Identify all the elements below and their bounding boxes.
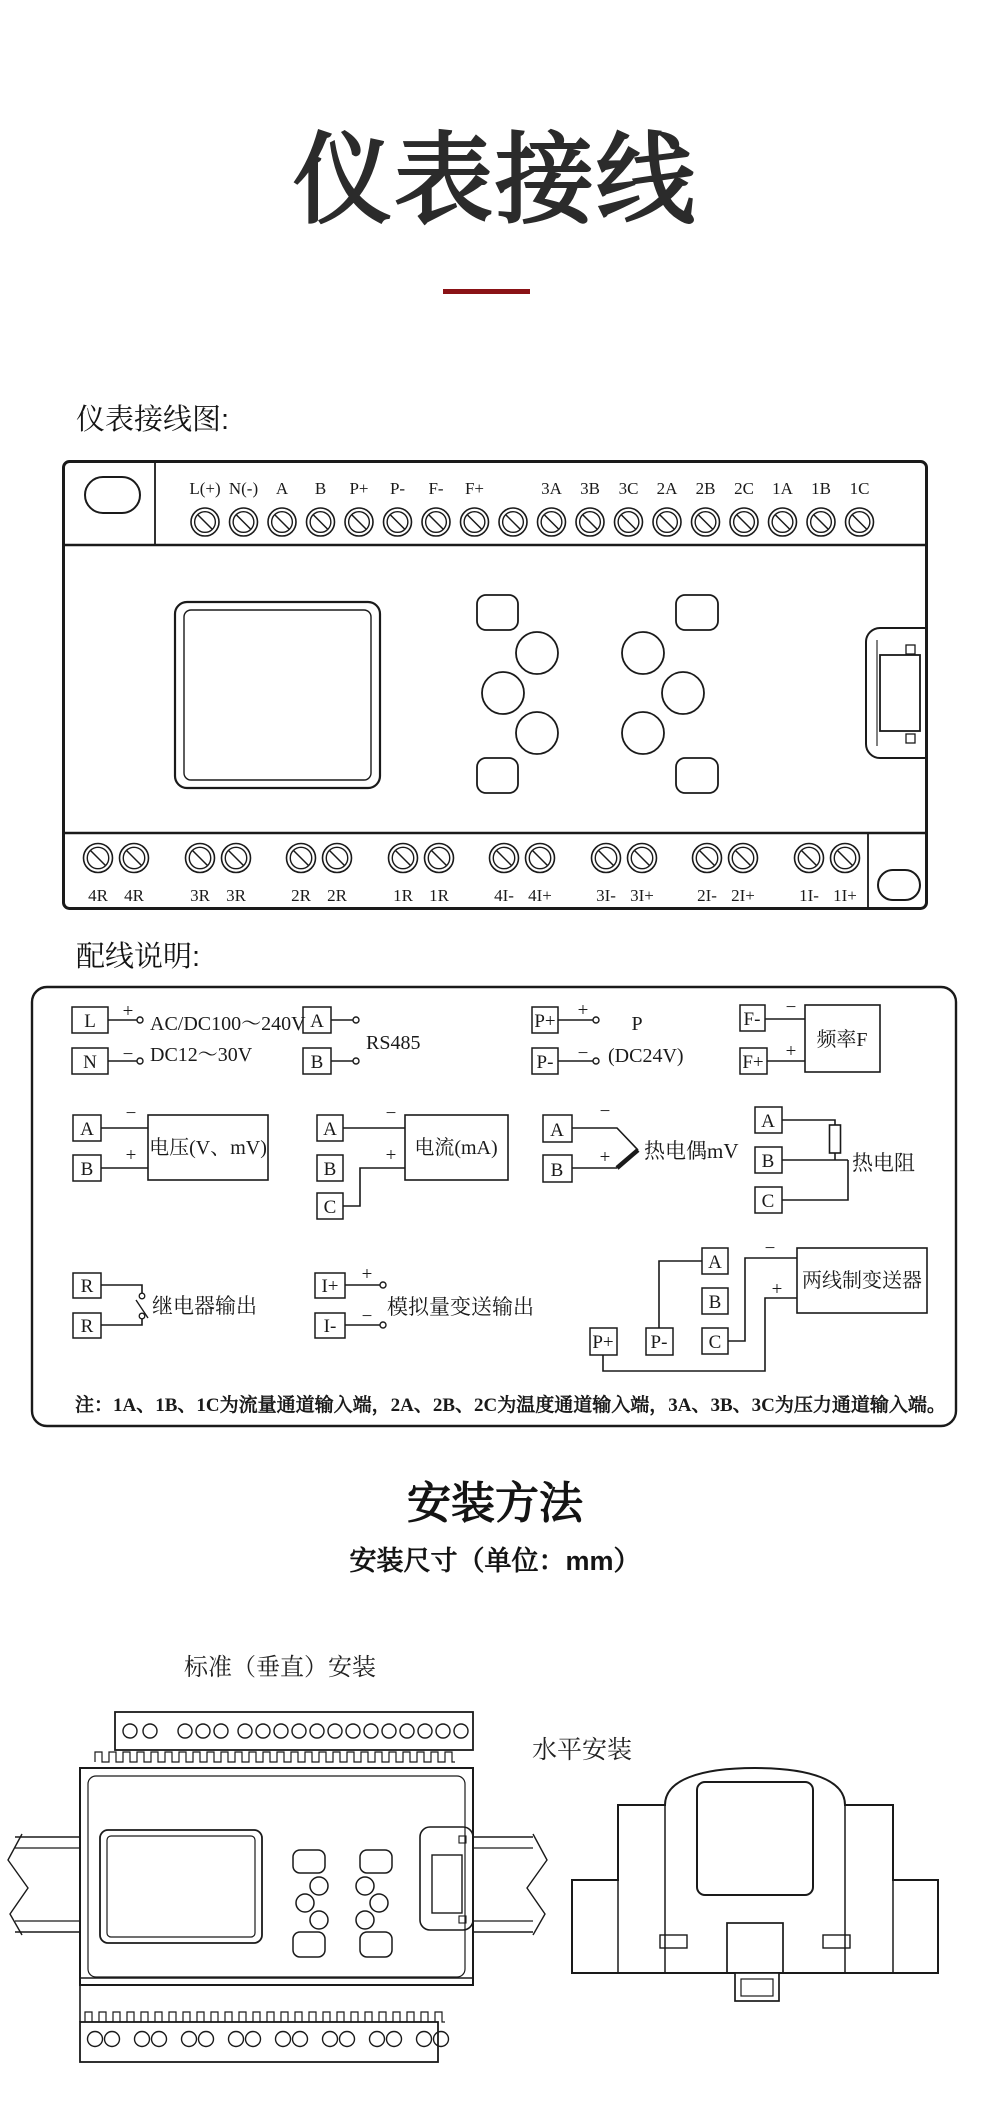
wiring-power <box>72 1001 306 1074</box>
function-label: P <box>631 1013 643 1035</box>
screw-terminal-icon <box>186 844 215 873</box>
terminal-label: 1C <box>849 479 870 498</box>
terminal-label: 1I- <box>799 886 819 905</box>
wiring-frequency <box>740 997 880 1074</box>
terminal-label: 1B <box>811 479 831 498</box>
terminal-label: I- <box>323 1316 337 1337</box>
screw-terminal-icon <box>526 844 555 873</box>
terminal-label: P+ <box>349 479 369 498</box>
terminal-label: 2R <box>327 886 347 905</box>
screw-terminal-icon <box>222 844 251 873</box>
terminal-label: A <box>323 1119 337 1140</box>
terminal-label: 3I- <box>596 886 616 905</box>
terminal-label: N <box>83 1052 97 1073</box>
wiring-notes-panel <box>30 985 958 1428</box>
polarity-mark: − <box>361 1306 373 1327</box>
function-label: 热电偶mV <box>644 1139 739 1163</box>
sensor-label: 电流(mA) <box>414 1137 498 1159</box>
terminal-label: 4I+ <box>528 886 552 905</box>
polarity-mark: − <box>385 1103 397 1124</box>
screw-terminal-icon <box>692 508 720 536</box>
terminal-label: 3B <box>580 479 600 498</box>
wire-end <box>380 1322 386 1328</box>
rail-break-icon <box>8 1834 28 1935</box>
screw-terminal-icon <box>576 508 604 536</box>
terminal-label: A <box>310 1011 324 1032</box>
polarity-mark: + <box>125 1145 137 1166</box>
screw-terminal-icon <box>538 508 566 536</box>
terminal-label: A <box>761 1111 775 1132</box>
terminal-label: 3A <box>541 479 562 498</box>
wiring-voltage <box>73 1103 268 1181</box>
install-heading: 安装方法 <box>407 1479 583 1528</box>
terminal-label: C <box>708 1332 722 1353</box>
terminal-label: 1I+ <box>833 886 857 905</box>
terminal-label: P- <box>536 1052 554 1073</box>
terminal-label: B <box>323 1159 337 1180</box>
wire-end <box>353 1058 359 1064</box>
terminal-label: 3R <box>226 886 246 905</box>
wire <box>343 1168 405 1206</box>
screw-terminal-icon <box>384 508 412 536</box>
wiring-relay <box>73 1273 257 1338</box>
wire <box>101 1319 142 1325</box>
install-subheading: 安装尺寸（单位：mm） <box>349 1546 641 1576</box>
power-spec: DC12～30V <box>150 1044 253 1066</box>
wire <box>782 1160 848 1200</box>
title-divider <box>443 289 530 294</box>
polarity-mark: + <box>385 1145 397 1166</box>
page-title: 仪表接线 <box>293 124 697 235</box>
contact-point <box>139 1313 145 1319</box>
wiring-rs485 <box>303 1007 420 1074</box>
polarity-mark: − <box>764 1238 776 1259</box>
terminal-label: L(+) <box>189 479 221 498</box>
screw-terminal-icon <box>268 508 296 536</box>
terminal-label: N(-) <box>228 479 259 498</box>
screw-terminal-icon <box>425 844 454 873</box>
function-label: (DC24V) <box>608 1045 684 1067</box>
wire-end <box>380 1282 386 1288</box>
wiring-thermocouple <box>543 1101 739 1182</box>
screw-terminal-icon <box>490 844 519 873</box>
terminal-label: 2B <box>695 479 716 498</box>
terminal-label: A <box>275 479 289 498</box>
polarity-mark: + <box>599 1147 611 1168</box>
screw-terminal-icon <box>230 508 258 536</box>
screw-terminal-icon <box>831 844 860 873</box>
wire-end <box>593 1017 599 1023</box>
screw-terminal-icon <box>287 844 316 873</box>
polarity-mark: − <box>122 1044 134 1065</box>
screw-terminal-icon <box>693 844 722 873</box>
function-label: 继电器输出 <box>152 1294 257 1318</box>
terminal-label: C <box>761 1191 775 1212</box>
wire-end <box>353 1017 359 1023</box>
terminal-label: P- <box>650 1332 668 1353</box>
contact-point <box>139 1293 145 1299</box>
terminal-label: 1A <box>772 479 793 498</box>
power-spec: AC/DC100～240V <box>150 1013 306 1035</box>
terminal-label: P- <box>389 479 406 498</box>
screw-terminal-icon <box>729 844 758 873</box>
terminal-label: 4R <box>88 886 108 905</box>
terminal-label: 1R <box>429 886 449 905</box>
wire-end <box>593 1058 599 1064</box>
function-label: RS485 <box>366 1032 421 1054</box>
terminal-label: A <box>80 1119 94 1140</box>
vent-serration <box>85 2012 445 2022</box>
horizontal-install-label: 水平安装 <box>531 1736 633 1764</box>
sensor-label: 电压(V、mV) <box>149 1137 267 1159</box>
terminal-label: F+ <box>464 479 485 498</box>
terminal-label: F- <box>428 479 444 498</box>
terminal-label: 3I+ <box>630 886 654 905</box>
terminal-label: L <box>84 1011 96 1032</box>
polarity-mark: + <box>771 1279 783 1300</box>
polarity-mark: − <box>577 1043 589 1064</box>
instrument-terminal-diagram <box>62 460 928 910</box>
polarity-mark: + <box>577 1000 589 1021</box>
terminal-label: R <box>80 1276 94 1297</box>
horizontal-install-drawing <box>572 1768 938 2001</box>
screw-terminal-icon <box>628 844 657 873</box>
terminal-label: 1R <box>393 886 413 905</box>
wiring-diagram-section-label: 仪表接线图: <box>76 404 230 436</box>
screw-terminal-icon <box>323 844 352 873</box>
terminal-label: B <box>708 1292 722 1313</box>
screw-terminal-icon <box>592 844 621 873</box>
thermocouple-junction-icon <box>617 1150 638 1168</box>
terminal-label: 2A <box>656 479 678 498</box>
screw-terminal-icon <box>730 508 758 536</box>
terminal-label: C <box>323 1197 337 1218</box>
polarity-mark: − <box>125 1103 137 1124</box>
vertical-install-drawing <box>8 1712 547 2062</box>
wiring-current <box>317 1103 508 1219</box>
terminal-label: 3R <box>190 886 210 905</box>
screw-terminal-icon <box>795 844 824 873</box>
screw-terminal-icon <box>422 508 450 536</box>
screw-terminal-icon <box>307 508 335 536</box>
wire <box>603 1298 797 1371</box>
screw-terminal-icon <box>345 508 373 536</box>
terminal-label: 3C <box>618 479 639 498</box>
polarity-mark: + <box>122 1001 134 1022</box>
function-label: 模拟量变送输出 <box>387 1295 534 1319</box>
vertical-install-label: 标准（垂直）安装 <box>184 1654 376 1681</box>
device-body <box>80 1768 473 1985</box>
screw-terminal-icon <box>615 508 643 536</box>
polarity-mark: − <box>785 997 797 1018</box>
terminal-label: F+ <box>742 1052 764 1073</box>
mounting-slot-icon <box>878 870 920 900</box>
top-terminal-block <box>115 1712 473 1750</box>
wiring-analog-out <box>315 1264 534 1338</box>
wiring-transmitter <box>590 1238 927 1371</box>
wire-end <box>137 1017 143 1023</box>
wire <box>728 1258 797 1341</box>
terminal-label: B <box>550 1160 564 1181</box>
screw-terminal-icon <box>807 508 835 536</box>
polarity-mark: − <box>599 1101 611 1122</box>
terminal-label: B <box>310 1052 324 1073</box>
wire-end <box>137 1058 143 1064</box>
terminal-label: B <box>80 1159 94 1180</box>
screw-terminal-icon <box>389 844 418 873</box>
terminal-label: P+ <box>534 1011 556 1032</box>
device-profile <box>572 1768 938 1973</box>
terminal-label: 4I- <box>494 886 514 905</box>
sensor-label: 频率F <box>816 1029 868 1051</box>
terminal-label: B <box>314 479 327 498</box>
terminal-label: I+ <box>321 1276 339 1297</box>
terminal-label: 2R <box>291 886 311 905</box>
terminal-label: F- <box>743 1009 761 1030</box>
terminal-label: A <box>708 1252 722 1273</box>
wire <box>101 1285 142 1293</box>
mounting-slot-icon <box>85 477 140 513</box>
wire <box>782 1120 835 1125</box>
wiring-aux-power <box>532 1000 684 1074</box>
screw-terminal-icon <box>191 508 219 536</box>
terminal-label: A <box>550 1120 564 1141</box>
terminal-label: R <box>80 1316 94 1337</box>
terminal-label: P+ <box>592 1332 614 1353</box>
screw-terminal-icon <box>653 508 681 536</box>
function-label: 热电阻 <box>852 1151 915 1175</box>
screw-terminal-icon <box>846 508 874 536</box>
screw-terminal-icon <box>769 508 797 536</box>
screw-terminal-icon <box>461 508 489 536</box>
terminal-label: 2I+ <box>731 886 755 905</box>
wiring-rtd <box>755 1107 915 1213</box>
rail-break-icon <box>527 1834 547 1935</box>
terminal-label: 2I- <box>697 886 717 905</box>
polarity-mark: + <box>785 1041 797 1062</box>
terminal-label: 2C <box>734 479 754 498</box>
resistor-icon <box>830 1125 841 1153</box>
sensor-label: 两线制变送器 <box>802 1270 922 1292</box>
screw-terminal-icon <box>499 508 527 536</box>
wire <box>659 1261 702 1328</box>
terminal-label: 4R <box>124 886 144 905</box>
wiring-notes-section-label: 配线说明: <box>76 941 201 973</box>
vent-serration <box>95 1752 455 1762</box>
terminal-label: B <box>761 1151 775 1172</box>
polarity-mark: + <box>361 1264 373 1285</box>
channel-note: 注：1A、1B、1C为流量通道输入端，2A、2B、2C为温度通道输入端，3A、3B、3C为压力通道输入端。 <box>75 1395 946 1416</box>
screw-terminal-icon <box>120 844 149 873</box>
installation-diagrams <box>0 1640 990 2080</box>
screw-terminal-icon <box>84 844 113 873</box>
